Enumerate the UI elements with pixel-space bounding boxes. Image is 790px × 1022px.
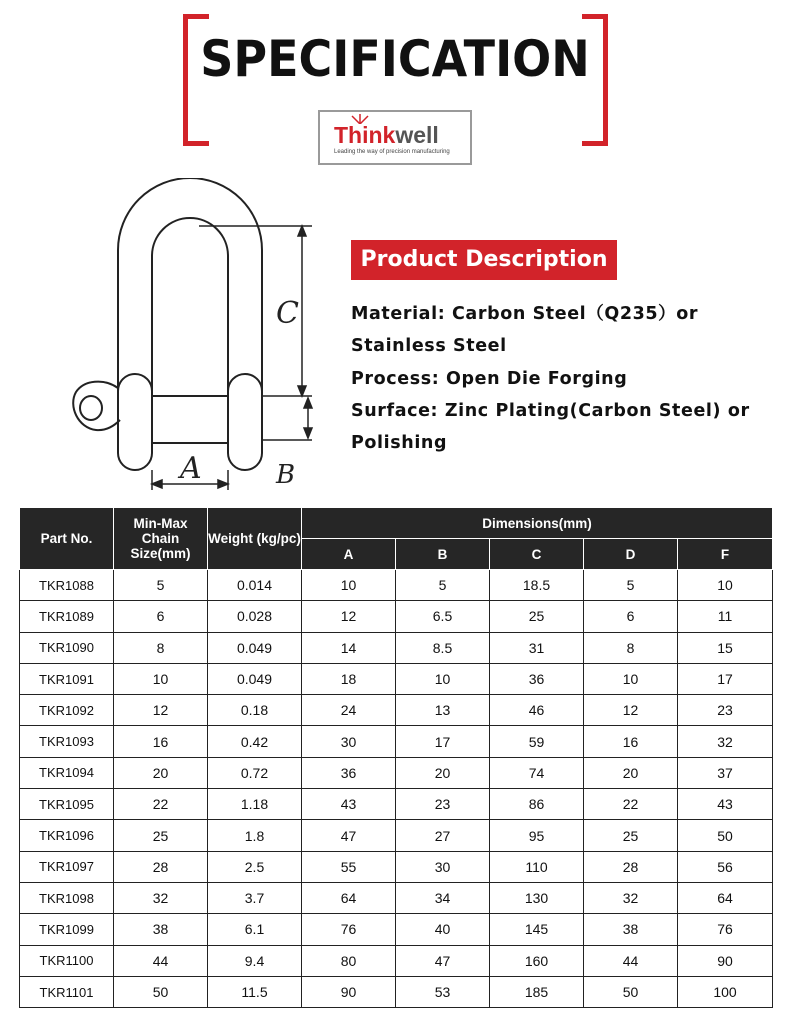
table-cell: 15 bbox=[678, 632, 773, 663]
table-cell: TKR1098 bbox=[20, 882, 114, 913]
table-cell: 10 bbox=[114, 663, 208, 694]
brand-logo bbox=[318, 110, 472, 165]
table-cell: 17 bbox=[396, 726, 490, 757]
table-cell: TKR1097 bbox=[20, 851, 114, 882]
table-cell: 8 bbox=[584, 632, 678, 663]
table-cell: 40 bbox=[396, 914, 490, 945]
header-chain-size: Min-Max Chain Size(mm) bbox=[114, 508, 208, 570]
table-cell: 38 bbox=[114, 914, 208, 945]
table-cell: 5 bbox=[114, 570, 208, 601]
table-cell: 160 bbox=[490, 945, 584, 976]
table-cell: 6 bbox=[584, 601, 678, 632]
table-cell: 20 bbox=[584, 757, 678, 788]
header-dimensions: Dimensions(mm) bbox=[302, 508, 773, 539]
header-weight: Weight (kg/pc) bbox=[208, 508, 302, 570]
table-row bbox=[20, 663, 773, 694]
table-cell: 16 bbox=[114, 726, 208, 757]
table-cell: 130 bbox=[490, 882, 584, 913]
table-cell: 47 bbox=[302, 820, 396, 851]
table-cell: 74 bbox=[490, 757, 584, 788]
table-cell: 43 bbox=[302, 789, 396, 820]
table-cell: 16 bbox=[584, 726, 678, 757]
spec-table-body bbox=[20, 570, 773, 1008]
table-cell: 36 bbox=[490, 663, 584, 694]
table-row bbox=[20, 570, 773, 601]
table-cell: 10 bbox=[302, 570, 396, 601]
table-row bbox=[20, 851, 773, 882]
table-cell: 23 bbox=[396, 789, 490, 820]
table-cell: 55 bbox=[302, 851, 396, 882]
table-row bbox=[20, 945, 773, 976]
table-cell: 90 bbox=[302, 976, 396, 1007]
table-cell: TKR1100 bbox=[20, 945, 114, 976]
product-description-text bbox=[351, 298, 771, 459]
table-cell: TKR1099 bbox=[20, 914, 114, 945]
table-cell: 8.5 bbox=[396, 632, 490, 663]
table-cell: 8 bbox=[114, 632, 208, 663]
table-cell: 28 bbox=[584, 851, 678, 882]
table-cell: 37 bbox=[678, 757, 773, 788]
table-cell: 28 bbox=[114, 851, 208, 882]
table-cell: 32 bbox=[678, 726, 773, 757]
table-row bbox=[20, 789, 773, 820]
logo-wordmark: Thinkwell bbox=[334, 122, 439, 148]
table-row bbox=[20, 882, 773, 913]
table-cell: 10 bbox=[678, 570, 773, 601]
table-cell: 0.42 bbox=[208, 726, 302, 757]
table-cell: 50 bbox=[584, 976, 678, 1007]
table-cell: 47 bbox=[396, 945, 490, 976]
table-cell: TKR1090 bbox=[20, 632, 114, 663]
table-cell: 59 bbox=[490, 726, 584, 757]
table-row bbox=[20, 601, 773, 632]
table-cell: 25 bbox=[584, 820, 678, 851]
desc-line: Material: Carbon Steel（Q235）or bbox=[351, 304, 699, 324]
header-dim-c: C bbox=[490, 539, 584, 570]
table-cell: 46 bbox=[490, 695, 584, 726]
table-cell: 1.18 bbox=[208, 789, 302, 820]
table-cell: TKR1101 bbox=[20, 976, 114, 1007]
table-cell: 76 bbox=[678, 914, 773, 945]
table-cell: 14 bbox=[302, 632, 396, 663]
table-cell: 76 bbox=[302, 914, 396, 945]
table-cell: 18 bbox=[302, 663, 396, 694]
header-dim-d: D bbox=[584, 539, 678, 570]
desc-line: Process: Open Die Forging bbox=[351, 368, 628, 389]
table-cell: 6 bbox=[114, 601, 208, 632]
table-cell: 12 bbox=[302, 601, 396, 632]
header-dim-f: F bbox=[678, 539, 773, 570]
table-cell: 5 bbox=[584, 570, 678, 601]
table-cell: TKR1095 bbox=[20, 789, 114, 820]
table-cell: 32 bbox=[584, 882, 678, 913]
table-cell: 100 bbox=[678, 976, 773, 1007]
table-cell: 5 bbox=[396, 570, 490, 601]
table-cell: 20 bbox=[396, 757, 490, 788]
dimension-label-b: B bbox=[276, 460, 296, 490]
table-cell: 43 bbox=[678, 789, 773, 820]
dimension-label-c: C bbox=[276, 296, 299, 331]
table-cell: TKR1089 bbox=[20, 601, 114, 632]
table-cell: 9.4 bbox=[208, 945, 302, 976]
table-cell: 11.5 bbox=[208, 976, 302, 1007]
table-cell: 24 bbox=[302, 695, 396, 726]
table-cell: 31 bbox=[490, 632, 584, 663]
table-row bbox=[20, 757, 773, 788]
table-cell: 13 bbox=[396, 695, 490, 726]
table-cell: 12 bbox=[584, 695, 678, 726]
table-cell: 64 bbox=[678, 882, 773, 913]
desc-line: Stainless Steel bbox=[351, 336, 507, 357]
table-cell: 20 bbox=[114, 757, 208, 788]
table-cell: 50 bbox=[114, 976, 208, 1007]
table-cell: 18.5 bbox=[490, 570, 584, 601]
table-cell: 34 bbox=[396, 882, 490, 913]
spec-table bbox=[19, 507, 773, 1008]
shackle-diagram bbox=[44, 178, 334, 498]
table-cell: 32 bbox=[114, 882, 208, 913]
table-cell: 86 bbox=[490, 789, 584, 820]
table-cell: 6.5 bbox=[396, 601, 490, 632]
page-title: SPECIFICATION bbox=[200, 30, 590, 88]
table-cell: 90 bbox=[678, 945, 773, 976]
table-row bbox=[20, 695, 773, 726]
table-cell: 50 bbox=[678, 820, 773, 851]
table-cell: 80 bbox=[302, 945, 396, 976]
table-cell: 25 bbox=[114, 820, 208, 851]
table-row bbox=[20, 976, 773, 1007]
table-cell: TKR1094 bbox=[20, 757, 114, 788]
table-cell: 22 bbox=[114, 789, 208, 820]
table-cell: 110 bbox=[490, 851, 584, 882]
product-description-badge: Product Description bbox=[351, 240, 617, 280]
table-cell: 30 bbox=[396, 851, 490, 882]
table-cell: 10 bbox=[396, 663, 490, 694]
table-cell: 30 bbox=[302, 726, 396, 757]
table-cell: 27 bbox=[396, 820, 490, 851]
desc-line: Surface: Zinc Plating(Carbon Steel) or bbox=[351, 400, 750, 421]
table-cell: 6.1 bbox=[208, 914, 302, 945]
table-cell: 3.7 bbox=[208, 882, 302, 913]
table-row bbox=[20, 632, 773, 663]
dimension-label-a: A bbox=[180, 451, 202, 486]
header-dim-a: A bbox=[302, 539, 396, 570]
table-cell: 145 bbox=[490, 914, 584, 945]
table-cell: 95 bbox=[490, 820, 584, 851]
table-cell: 53 bbox=[396, 976, 490, 1007]
table-cell: TKR1096 bbox=[20, 820, 114, 851]
table-cell: TKR1092 bbox=[20, 695, 114, 726]
table-cell: 0.049 bbox=[208, 632, 302, 663]
table-cell: 56 bbox=[678, 851, 773, 882]
table-cell: 38 bbox=[584, 914, 678, 945]
table-cell: 23 bbox=[678, 695, 773, 726]
table-cell: 44 bbox=[114, 945, 208, 976]
table-row bbox=[20, 726, 773, 757]
table-cell: 25 bbox=[490, 601, 584, 632]
table-row bbox=[20, 914, 773, 945]
header-dim-b: B bbox=[396, 539, 490, 570]
header-part-no: Part No. bbox=[20, 508, 114, 570]
table-cell: 1.8 bbox=[208, 820, 302, 851]
table-row bbox=[20, 820, 773, 851]
table-cell: 64 bbox=[302, 882, 396, 913]
table-cell: 0.014 bbox=[208, 570, 302, 601]
table-cell: TKR1091 bbox=[20, 663, 114, 694]
table-cell: 17 bbox=[678, 663, 773, 694]
table-cell: 185 bbox=[490, 976, 584, 1007]
table-cell: 36 bbox=[302, 757, 396, 788]
table-cell: 2.5 bbox=[208, 851, 302, 882]
desc-line: Polishing bbox=[351, 433, 448, 454]
table-cell: 0.049 bbox=[208, 663, 302, 694]
table-cell: 12 bbox=[114, 695, 208, 726]
table-cell: TKR1088 bbox=[20, 570, 114, 601]
logo-tagline: Leading the way of precision manufacturing bbox=[334, 149, 450, 155]
table-cell: 10 bbox=[584, 663, 678, 694]
table-cell: 22 bbox=[584, 789, 678, 820]
table-cell: 11 bbox=[678, 601, 773, 632]
table-cell: 0.028 bbox=[208, 601, 302, 632]
table-cell: 0.72 bbox=[208, 757, 302, 788]
table-cell: 0.18 bbox=[208, 695, 302, 726]
table-cell: TKR1093 bbox=[20, 726, 114, 757]
table-cell: 44 bbox=[584, 945, 678, 976]
